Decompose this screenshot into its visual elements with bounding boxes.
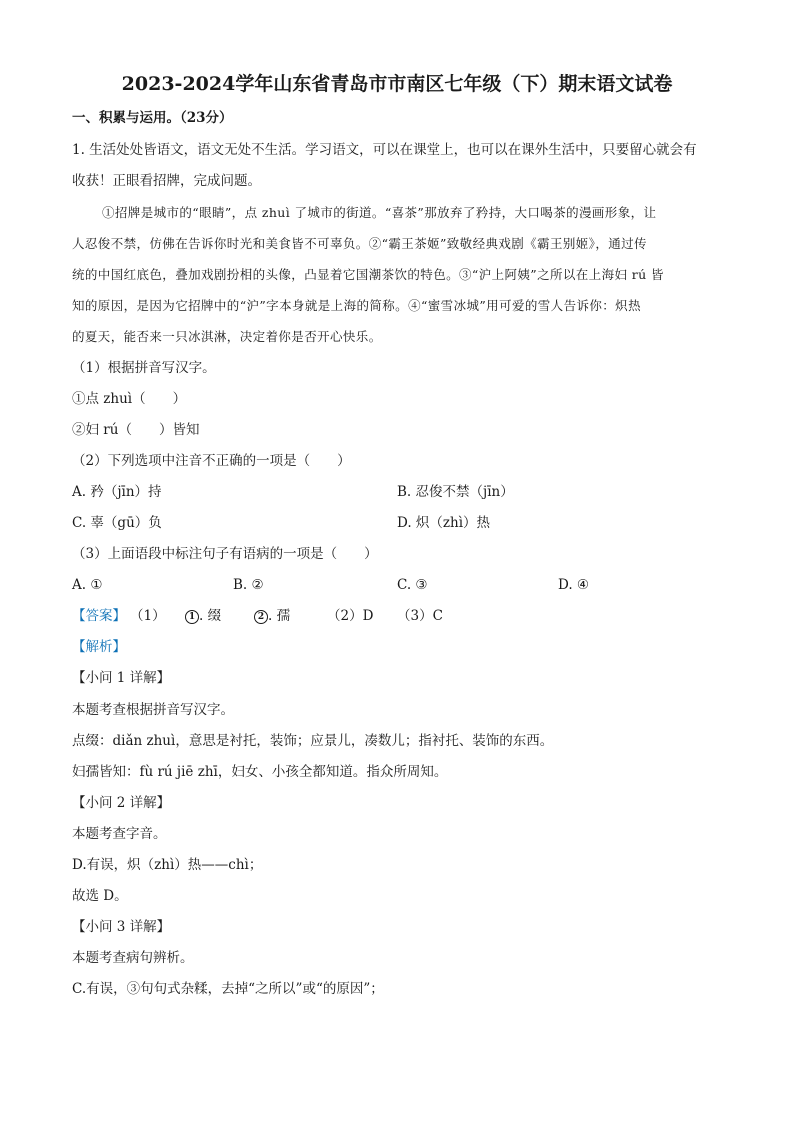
passage-line: 人忍俊不禁，仿佛在告诉你时光和美食皆不可辜负。②“霸王茶姬”致敬经典戏剧《霸王别姬》，通过传 — [72, 236, 647, 251]
passage-line: ①招牌是城市的“眼睛”，点 zhuì 了城市的街道。“喜茶”那放弃了矜持，大口喝茶的漫画形象，让 — [102, 205, 657, 220]
answer-value: . 缀 — [199, 608, 222, 624]
circled-number: 2 — [254, 610, 268, 624]
option-a: A. ① — [72, 577, 103, 593]
passage-line: 知的原因，是因为它招牌中的“沪”字本身就是上海的简称。④“蜜雪冰城”用可爱的雪人告诉你：炽热 — [72, 298, 641, 313]
option-b: B. ② — [233, 577, 264, 593]
option-a: A. 矜（jīn）持 — [72, 484, 162, 500]
answer-blank-1 — [185, 606, 221, 626]
question-stem-line: 1. 生活处处皆语文，语文无处不生活。学习语文，可以在课堂上，也可以在课外生活中，只要留心就会有 — [72, 142, 697, 158]
page-title: 2023-2024学年山东省青岛市市南区七年级（下）期末语文试卷 — [121, 73, 673, 95]
detail-line: 故选 D。 — [72, 888, 128, 904]
subquestion-item: ①点 zhuì（ ） — [72, 391, 187, 407]
answer-tag: 【答案】 — [72, 608, 126, 624]
detail-line: 妇孺皆知：fù rú jiē zhī，妇女、小孩全都知道。指众所周知。 — [72, 764, 448, 780]
option-b: B. 忍俊不禁（jīn） — [397, 484, 514, 500]
answer-blank-2 — [254, 606, 290, 626]
passage-line: 统的中国红底色，叠加戏剧扮相的头像，凸显着它国潮茶饮的特色。③“沪上阿姨”之所以在上海妇 rú 皆 — [72, 267, 664, 282]
option-d: D. ④ — [558, 577, 590, 593]
subquestion-stem: （1）根据拼音写汉字。 — [72, 360, 216, 376]
detail-line: C.有误，③句句式杂糅，去掉“之所以”或“的原因”； — [72, 981, 384, 997]
answer-part-3: （3）C — [397, 608, 443, 624]
detail-line: D.有误，炽（zhì）热——chì； — [72, 857, 263, 873]
subquestion-stem: （2）下列选项中注音不正确的一项是（ ） — [72, 453, 351, 469]
detail-heading: 【小问 3 详解】 — [72, 919, 171, 935]
circled-number: 1 — [185, 610, 199, 624]
question-stem-line: 收获！正眼看招牌，完成问题。 — [72, 173, 261, 189]
detail-line: 点缀：diǎn zhuì，意思是衬托，装饰；应景儿，凑数儿；指衬托、装饰的东西。 — [72, 733, 554, 749]
option-c: C. 辜（gū）负 — [72, 515, 162, 531]
subquestion-item: ②妇 rú（ ）皆知 — [72, 422, 200, 438]
option-d: D. 炽（zhì）热 — [397, 515, 491, 531]
answer-part-2: （2）D — [327, 608, 374, 624]
option-c: C. ③ — [397, 577, 428, 593]
subquestion-stem: （3）上面语段中标注句子有语病的一项是（ ） — [72, 546, 378, 562]
passage-line: 的夏天，能否来一只冰淇淋，决定着你是否开心快乐。 — [72, 329, 382, 344]
answer-part-1: （1） — [130, 608, 166, 624]
answer-line — [72, 606, 472, 626]
section-heading: 一、积累与运用。（23分） — [72, 110, 233, 126]
detail-line: 本题考查根据拼音写汉字。 — [72, 702, 234, 718]
answer-value: . 孺 — [268, 608, 291, 624]
detail-heading: 【小问 1 详解】 — [72, 670, 171, 686]
detail-line: 本题考查病句辨析。 — [72, 950, 194, 966]
analysis-tag: 【解析】 — [72, 639, 126, 655]
detail-heading: 【小问 2 详解】 — [72, 795, 171, 811]
detail-line: 本题考查字音。 — [72, 826, 167, 842]
